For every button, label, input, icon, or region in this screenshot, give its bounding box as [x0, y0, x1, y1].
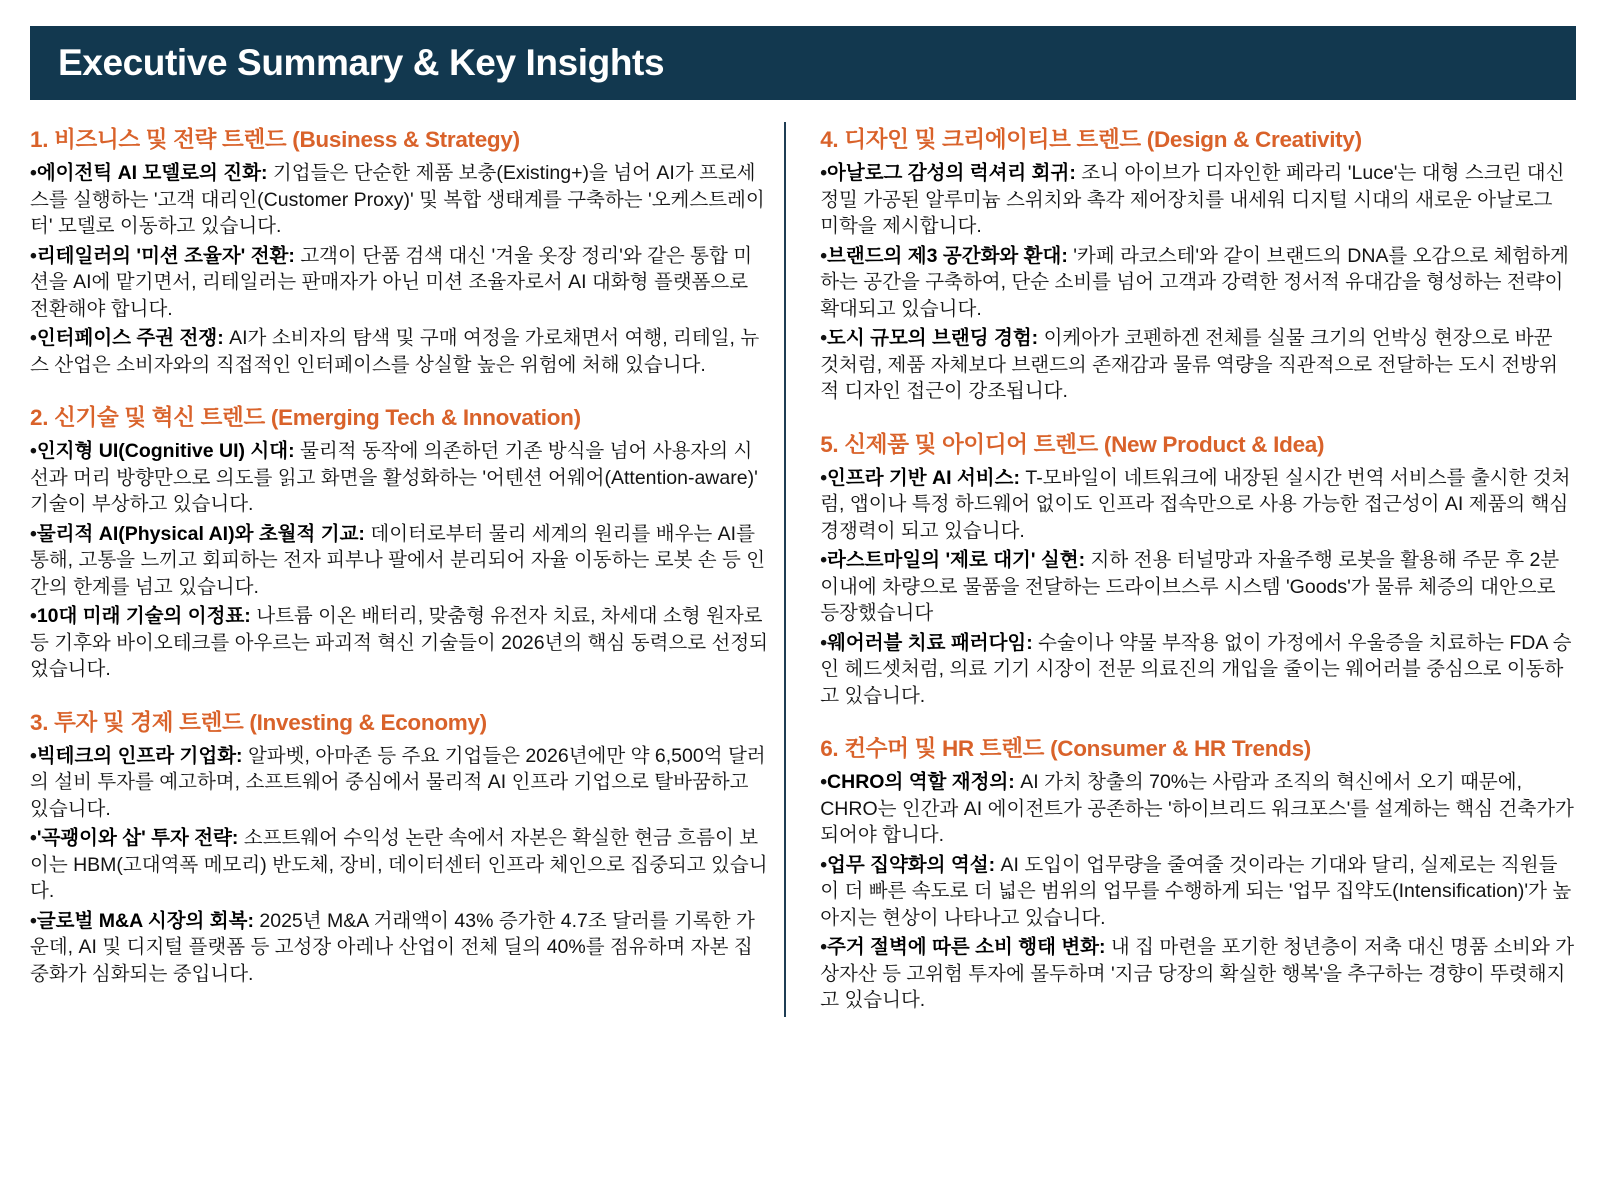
bullet-body: 물리적 동작에 의존하던 기존 방식을 넘어 사용자의 시선과 머리 방향만으로 의도를 읽고 화면을 활성화하는 '어텐션 어웨어(Attention-aware)' 기술이 부상하고 있습니다. [30, 440, 758, 516]
insight-bullet [30, 160, 768, 240]
bullet-lead: 빅테크의 인프라 기업화: [36, 744, 243, 767]
insight-bullet [30, 521, 768, 601]
bullet-lead: 인프라 기반 AI 서비스: [827, 466, 1020, 489]
bullet-marker-icon: • [30, 440, 37, 463]
bullet-lead: 라스트마일의 '제로 대기' 실현: [827, 549, 1086, 572]
bullet-lead: 에이전틱 AI 모델로의 진화: [36, 162, 268, 184]
bullet-body: 기업들은 단순한 제품 보충(Existing+)을 넘어 AI가 프로세스를 실행하는 '고객 대리인(Customer Proxy)' 및 복합 생태계를 구축하는 '오케스트레이터' 모델로 이동하고 있습니다. [30, 162, 765, 238]
bullet-marker-icon: • [30, 522, 37, 545]
insight-bullet [820, 243, 1576, 323]
insight-section [820, 122, 1576, 405]
insight-bullet [30, 325, 768, 378]
insight-section [820, 427, 1576, 710]
bullet-lead: CHRO의 역할 재정의: [827, 771, 1015, 794]
bullet-body: AI가 소비자의 탐색 및 구매 여정을 가로채면서 여행, 리테일, 뉴스 산업은 소비자와의 직접적인 인터페이스를 상실할 높은 위험에 처해 있습니다. [30, 327, 760, 376]
page-header [30, 26, 1576, 100]
left-column [30, 122, 786, 1017]
bullet-body: AI 가치 창출의 70%는 사람과 조직의 혁신에서 오기 때문에, CHRO는 인간과 AI 에이전트가 공존하는 '하이브리드 워크포스'를 설계하는 핵심 건축가가 되어야 합니다. [820, 771, 1574, 847]
insight-bullet [820, 630, 1576, 710]
bullet-body: 2025년 M&A 거래액이 43% 증가한 4.7조 달러를 기록한 가운데, AI 및 디지털 플랫폼 등 고성장 아레나 산업이 전체 딜의 40%를 점유하며 자본 집중화가 심화되는 중입니다. [30, 909, 755, 985]
insight-bullet [30, 438, 768, 518]
bullet-body: AI 도입이 업무량을 줄여줄 것이라는 기대와 달리, 실제로는 직원들이 더 빠른 속도로 더 넓은 범위의 업무를 수행하게 되는 '업무 집약도(Intensification)'가 높아지는 현상이 나타나고 있습니다. [820, 853, 1572, 929]
bullet-marker-icon: • [30, 909, 37, 932]
bullet-marker-icon: • [820, 853, 828, 876]
bullet-lead: '곡괭이와 삽' 투자 전략: [36, 827, 239, 850]
bullet-body: 고객이 단품 검색 대신 '겨울 옷장 정리'와 같은 통합 미션을 AI에 맡기면서, 리테일러는 판매자가 아닌 미션 조율자로서 AI 대화형 플랫폼으로 전환해야 합니다. [30, 244, 753, 320]
insight-bullet [820, 852, 1576, 932]
section-title: 1. 비즈니스 및 전략 트렌드 (Business & Strategy) [30, 127, 520, 152]
bullet-lead: 웨어러블 치료 패러다임: [827, 631, 1033, 654]
section-title: 4. 디자인 및 크리에이티브 트렌드 (Design & Creativity) [820, 127, 1362, 152]
insight-bullet [30, 743, 768, 823]
bullet-marker-icon: • [820, 244, 828, 267]
bullet-marker-icon: • [820, 549, 828, 572]
bullet-lead: 10대 미래 기술의 이정표: [36, 605, 251, 628]
bullet-body: T-모바일이 네트워크에 내장된 실시간 번역 서비스를 출시한 것처럼, 앱이나 특정 하드웨어 없이도 인프라 접속만으로 사용 가능한 접근성이 AI 제품의 핵심 경쟁력이 되고 있습니다. [820, 466, 1571, 542]
bullet-lead: 브랜드의 제3 공간화와 환대: [827, 244, 1068, 267]
bullet-marker-icon: • [30, 162, 37, 184]
insight-bullet [820, 769, 1576, 849]
bullet-marker-icon: • [820, 327, 828, 350]
bullet-lead: 글로벌 M&A 시장의 회복: [36, 909, 254, 932]
insight-section [820, 731, 1576, 1014]
bullet-lead: 리테일러의 '미션 조율자' 전환: [36, 244, 295, 267]
insight-bullet [820, 547, 1576, 627]
insight-section [30, 400, 768, 683]
bullet-marker-icon: • [30, 827, 37, 850]
insight-bullet [30, 825, 768, 905]
bullet-marker-icon: • [30, 327, 37, 350]
insight-bullet [820, 325, 1576, 405]
insight-bullet [820, 465, 1576, 545]
insight-bullet [30, 603, 768, 683]
bullet-body: 수술이나 약물 부작용 없이 가정에서 우울증을 치료하는 FDA 승인 헤드셋처럼, 의료 기기 시장이 전문 의료진의 개입을 줄이는 웨어러블 중심으로 이동하고 있습니다. [820, 631, 1572, 707]
bullet-marker-icon: • [820, 771, 828, 794]
bullet-body: 알파벳, 아마존 등 주요 기업들은 2026년에만 약 6,500억 달러의 설비 투자를 예고하며, 소프트웨어 중심에서 물리적 AI 인프라 기업으로 탈바꿈하고 있습니다. [30, 744, 766, 820]
bullet-body: 지하 전용 터널망과 자율주행 로봇을 활용해 주문 후 2분 이내에 차량으로 물품을 전달하는 드라이브스루 시스템 'Goods'가 물류 체증의 대안으로 등장했습니다 [820, 549, 1560, 625]
bullet-lead: 인지형 UI(Cognitive UI) 시대: [36, 440, 295, 463]
insight-section [30, 705, 768, 988]
insight-section [30, 122, 768, 378]
section-title: 3. 투자 및 경제 트렌드 (Investing & Economy) [30, 709, 487, 735]
bullet-body: 내 집 마련을 포기한 청년층이 저축 대신 명품 소비와 가상자산 등 고위험 투자에 몰두하며 '지금 당장의 확실한 행복'을 추구하는 경향이 뚜렷해지고 있습니다. [820, 936, 1575, 1012]
bullet-body: 소프트웨어 수익성 논란 속에서 자본은 확실한 현금 흐름이 보이는 HBM(고대역폭 메모리) 반도체, 장비, 데이터센터 인프라 체인으로 집중되고 있습니다. [30, 827, 768, 903]
insight-bullet [30, 908, 768, 988]
bullet-marker-icon: • [820, 466, 828, 489]
section-title: 5. 신제품 및 아이디어 트렌드 (New Product & Idea) [820, 431, 1325, 457]
bullet-lead: 아날로그 감성의 럭셔리 회귀: [827, 162, 1076, 184]
bullet-body: 나트륨 이온 배터리, 맞춤형 유전자 치료, 차세대 소형 원자로 등 기후와 바이오테크를 아우르는 파괴적 혁신 기술들이 2026년의 핵심 동력으로 선정되었습니다. [30, 605, 769, 681]
section-title: 6. 컨수머 및 HR 트렌드 (Consumer & HR Trends) [820, 736, 1311, 762]
bullet-marker-icon: • [820, 631, 828, 654]
bullet-lead: 물리적 AI(Physical AI)와 초월적 기교: [36, 522, 365, 545]
insight-bullet [30, 243, 768, 323]
section-title: 2. 신기술 및 혁신 트렌드 (Emerging Tech & Innovation) [30, 405, 581, 431]
bullet-marker-icon: • [30, 244, 37, 267]
bullet-lead: 인터페이스 주권 전쟁: [36, 327, 224, 350]
bullet-marker-icon: • [820, 936, 828, 959]
bullet-lead: 도시 규모의 브랜딩 경험: [827, 327, 1039, 350]
bullet-lead: 주거 절벽에 따른 소비 행태 변화: [827, 936, 1106, 959]
bullet-marker-icon: • [30, 744, 37, 767]
bullet-marker-icon: • [30, 605, 37, 628]
bullet-marker-icon: • [820, 162, 828, 184]
insight-bullet [820, 934, 1576, 1014]
bullet-body: '카페 라코스테'와 같이 브랜드의 DNA를 오감으로 체험하게 하는 공간을 구축하여, 단순 소비를 넘어 고객과 강력한 정서적 유대감을 형성하는 전략이 확대되고 있습니다. [820, 244, 1569, 320]
content-columns [30, 122, 1576, 1017]
bullet-lead: 업무 집약화의 역설: [827, 853, 996, 876]
bullet-body: 데이터로부터 물리 세계의 원리를 배우는 AI를 통해, 고통을 느끼고 회피하는 전자 피부나 팔에서 분리되어 자율 이동하는 로봇 손 등 인간의 한계를 넘고 있습니다. [30, 522, 766, 598]
page-title: Executive Summary & Key Insights [58, 42, 665, 83]
insight-bullet [820, 160, 1576, 240]
right-column [820, 122, 1576, 1017]
bullet-body: 조니 아이브가 디자인한 페라리 'Luce'는 대형 스크린 대신 정밀 가공된 알루미늄 스위치와 촉각 제어장치를 내세워 디지털 시대의 새로운 아날로그 미학을 제시합니다. [820, 162, 1565, 238]
bullet-body: 이케아가 코펜하겐 전체를 실물 크기의 언박싱 현장으로 바꾼 것처럼, 제품 자체보다 브랜드의 존재감과 물류 역량을 직관적으로 전달하는 도시 전방위적 디자인 접근이 강조됩니다. [820, 327, 1558, 403]
